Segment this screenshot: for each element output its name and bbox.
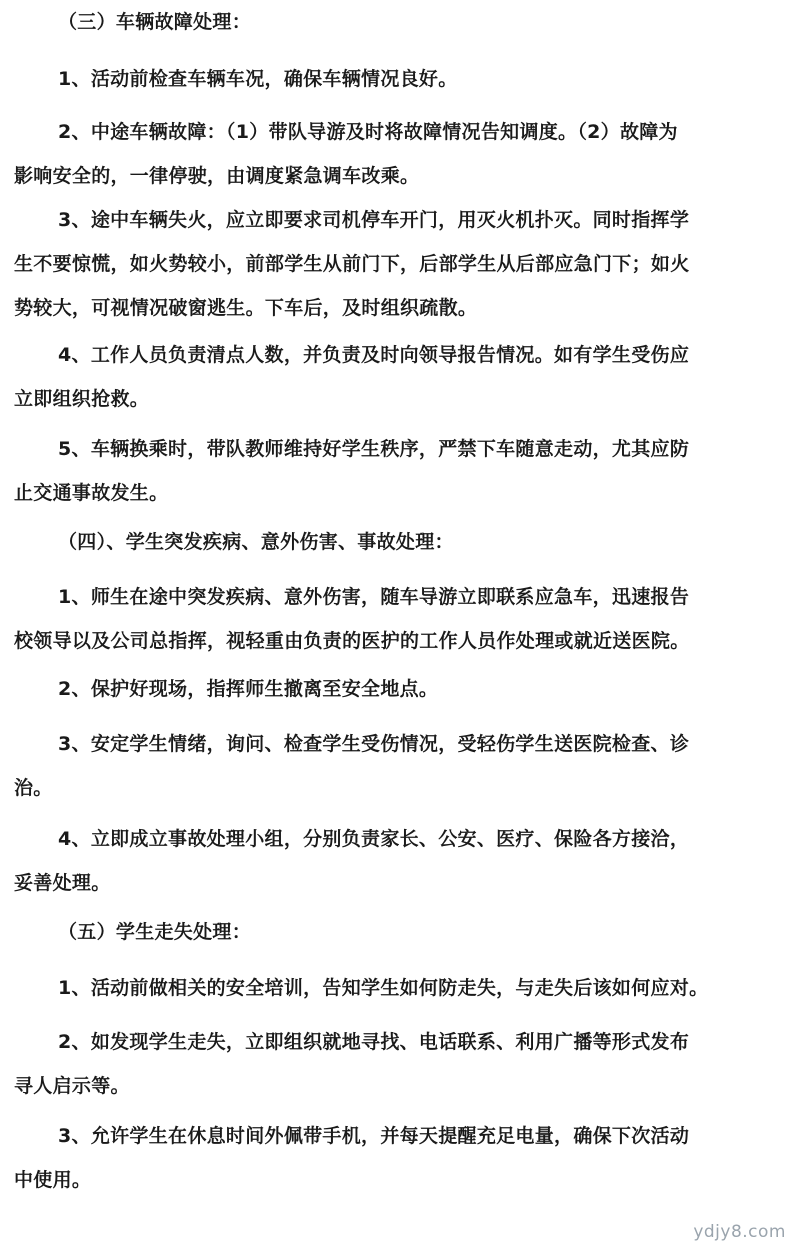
paragraph [14,575,774,663]
paragraph-line: 2、保护好现场，指挥师生撤离至安全地点。 [58,678,439,700]
paragraph-line: 2、中途车辆故障：（1）带队导游及时将故障情况告知调度。（2）故障为 [58,121,678,143]
paragraph-line: 5、车辆换乘时，带队教师维持好学生秩序，严禁下车随意走动，尤其应防 [58,438,690,460]
paragraph-line: 4、立即成立事故处理小组，分别负责家长、公安、医疗、保险各方接洽， [58,828,690,850]
section-heading-3 [14,0,774,44]
paragraph-line: 势较大，可视情况破窗逃生。下车后，及时组织疏散。 [14,297,478,319]
paragraph [14,110,774,198]
site-watermark: ydjy8.com [693,1222,786,1242]
paragraph [14,817,774,905]
paragraph-line: 立即组织抢救。 [14,388,150,410]
paragraph [14,667,774,711]
paragraph-line: 2、如发现学生走失，立即组织就地寻找、电话联系、利用广播等形式发布 [58,1031,690,1053]
paragraph-line: 治。 [14,777,53,799]
heading-line: （四）、学生突发疾病、意外伤害、事故处理： [58,531,454,553]
paragraph-line: 1、活动前检查车辆车况，确保车辆情况良好。 [58,68,458,90]
paragraph-line: 1、师生在途中突发疾病、意外伤害，随车导游立即联系应急车，迅速报告 [58,586,690,608]
section-heading-4 [14,520,774,564]
paragraph-line: 3、安定学生情绪，询问、检查学生受伤情况，受轻伤学生送医院检查、诊 [58,733,690,755]
paragraph-line: 止交通事故发生。 [14,482,169,504]
paragraph-line: 1、活动前做相关的安全培训，告知学生如何防走失，与走失后该如何应对。 [58,977,709,999]
paragraph [14,1020,774,1108]
paragraph [14,722,774,810]
paragraph-line: 中使用。 [14,1169,92,1191]
paragraph-line: 4、工作人员负责清点人数，并负责及时向领导报告情况。如有学生受伤应 [58,344,690,366]
paragraph [14,57,774,101]
paragraph-line: 寻人启示等。 [14,1075,130,1097]
paragraph-line: 生不要惊慌，如火势较小，前部学生从前门下，后部学生从后部应急门下；如火 [14,253,690,275]
paragraph-line: 校领导以及公司总指挥，视轻重由负责的医护的工作人员作处理或就近送医院。 [14,630,690,652]
section-heading-5 [14,910,774,954]
paragraph [14,198,774,330]
heading-line: （三）车辆故障处理： [58,11,252,33]
paragraph-line: 3、途中车辆失火，应立即要求司机停车开门，用灭火机扑灭。同时指挥学 [58,209,690,231]
paragraph-line: 3、允许学生在休息时间外佩带手机，并每天提醒充足电量，确保下次活动 [58,1125,690,1147]
paragraph [14,1114,774,1202]
paragraph [14,333,774,421]
paragraph [14,427,774,515]
paragraph-line: 妥善处理。 [14,872,111,894]
paragraph [14,966,774,1010]
heading-line: （五）学生走失处理： [58,921,252,943]
paragraph-line: 影响安全的，一律停驶，由调度紧急调车改乘。 [14,165,420,187]
